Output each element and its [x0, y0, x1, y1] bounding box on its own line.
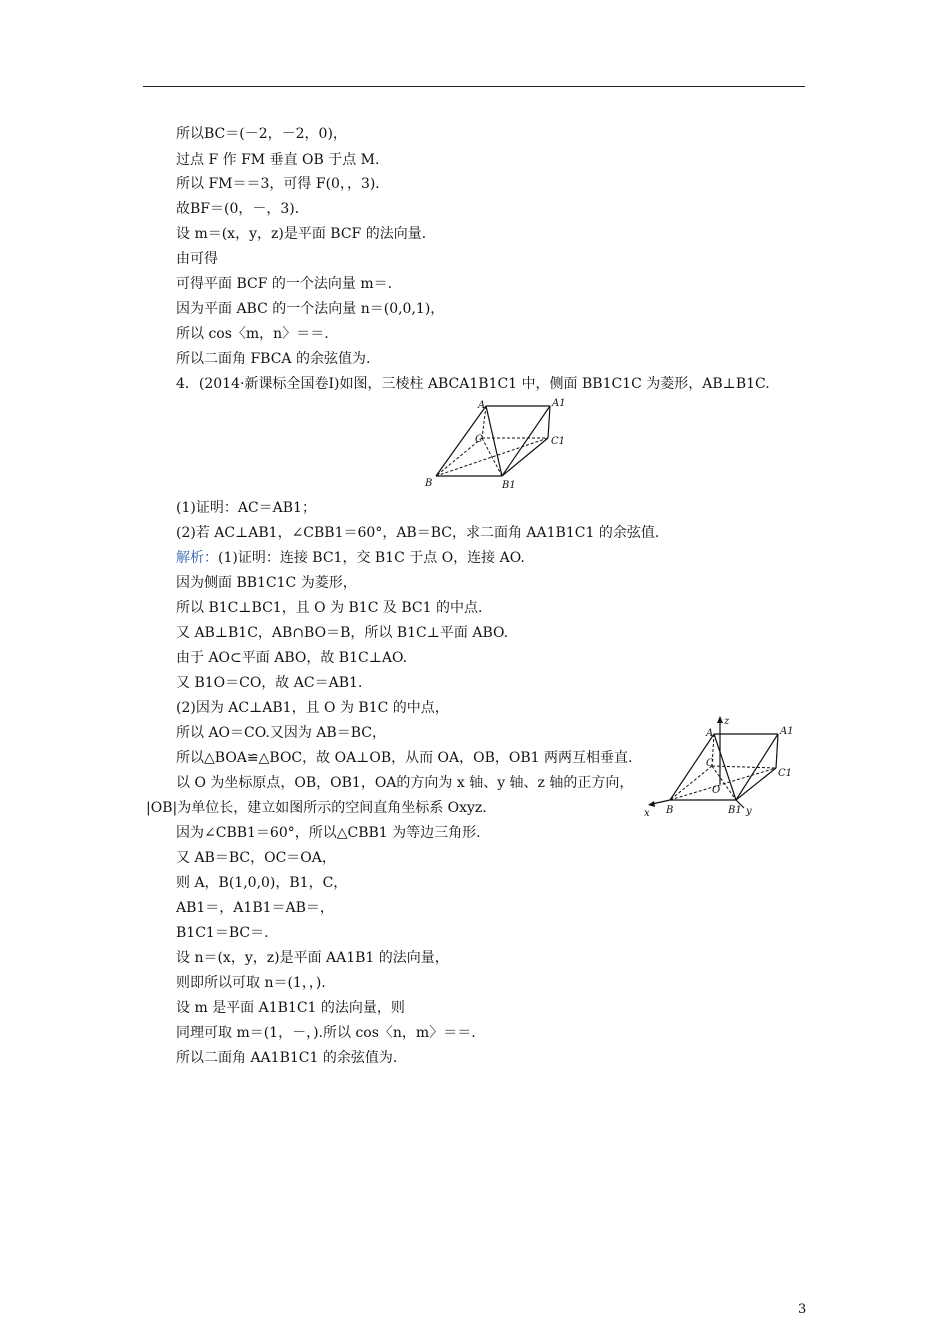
text-line — [176, 548, 525, 568]
text-line — [176, 598, 482, 618]
text-line-content: 由于 AO⊂平面 ABO，故 B1C⊥AO. — [176, 650, 408, 666]
text-line-content: 以 O 为坐标原点，OB，OB1，OA的方向为 x 轴、y 轴、z 轴的正方向， — [176, 775, 634, 791]
text-line-content: 所以二面角 AA1B1C1 的余弦值为. — [176, 1050, 398, 1066]
edge-c-b1 — [482, 438, 502, 476]
label-x: x — [644, 808, 650, 818]
text-line — [176, 124, 347, 144]
text-line — [176, 374, 770, 394]
text-line — [176, 773, 633, 793]
edge-c-c1 — [712, 766, 776, 768]
text-line — [176, 648, 407, 668]
text-line — [176, 1023, 476, 1043]
prism-figure-2 — [642, 714, 802, 818]
text-line-content: B1C1＝BC＝. — [176, 925, 269, 941]
edge-c-b — [670, 766, 712, 800]
text-line — [176, 349, 370, 369]
text-line-content: 又 AB＝BC，OC＝OA， — [176, 850, 336, 866]
label-a1: A1 — [780, 726, 794, 737]
text-line-content: (1)证明：连接 BC1，交 B1C 于点 O，连接 AO. — [218, 550, 525, 566]
label-a1: A1 — [552, 398, 566, 409]
text-line-content: (2)因为 AC⊥AB1，且 O 为 B1C 的中点， — [176, 700, 449, 716]
text-line-content: 所以△BOA≌△BOC，故 OA⊥OB，从而 OA，OB，OB1 两两互相垂直. — [176, 750, 633, 766]
text-line — [176, 174, 389, 194]
edge-b1-c1 — [502, 438, 548, 476]
label-b1: B1 — [728, 805, 742, 816]
text-line-content: 设 m＝(x，y，z)是平面 BCF 的法向量． — [176, 226, 436, 242]
edge-a1-c1 — [548, 406, 550, 438]
text-line — [176, 498, 316, 518]
label-c: C — [706, 758, 714, 769]
text-line — [176, 973, 326, 993]
text-line — [176, 848, 336, 868]
text-line-content: (1)证明：AC＝AB1； — [176, 500, 316, 516]
text-line — [176, 823, 481, 843]
text-line-content: 又 AB⊥B1C，AB∩BO＝B，所以 B1C⊥平面 ABO. — [176, 625, 509, 641]
axis-z-arrow — [717, 716, 723, 723]
text-line-content: 所以 cos〈m，n〉＝＝. — [176, 326, 329, 342]
text-line-content: 所以 FM＝＝3，可得 F(0，，3)． — [176, 176, 390, 192]
edge-b-c1 — [670, 768, 776, 800]
text-line — [176, 748, 632, 768]
edge-a1-b1 — [502, 406, 550, 476]
label-b: B — [666, 805, 674, 816]
text-line — [176, 623, 508, 643]
text-line — [176, 698, 449, 718]
text-line — [176, 523, 659, 543]
text-line — [176, 923, 269, 943]
edge-a-b1 — [486, 406, 502, 476]
label-a: A — [706, 728, 714, 739]
text-line — [176, 1048, 397, 1068]
text-line — [176, 324, 329, 344]
prism-figure-1 — [420, 398, 575, 490]
text-line-content: 又 B1O＝CO，故 AC＝AB1. — [176, 675, 363, 691]
text-line — [176, 573, 357, 593]
text-line — [146, 798, 487, 818]
label-b1: B1 — [502, 480, 516, 490]
text-line-content: AB1＝，A1B1＝AB＝， — [176, 900, 334, 916]
text-line — [176, 723, 386, 743]
edge-a1-c1 — [776, 734, 778, 768]
text-line — [176, 673, 362, 693]
text-line-content: 因为侧面 BB1C1C 为菱形， — [176, 575, 357, 591]
axis-x — [652, 800, 670, 804]
header-rule — [143, 86, 805, 87]
text-line-content: 4．(2014·新课标全国卷Ⅰ)如图，三棱柱 ABCA1B1C1 中，侧面 BB1C1C 为菱形，AB⊥B1C. — [176, 376, 770, 392]
text-line-content: (2)若 AC⊥AB1，∠CBB1＝60°，AB＝BC，求二面角 AA1B1C1 的余弦值. — [176, 525, 660, 541]
text-line-content: 过点 F 作 FM 垂直 OB 于点 M. — [176, 152, 380, 168]
text-line-content: 则即所以可取 n＝(1，，). — [176, 975, 326, 991]
text-line — [176, 898, 334, 918]
text-line — [176, 249, 218, 269]
text-line-content: 故BF＝(0，－，3)． — [176, 201, 309, 217]
axis-x-arrow — [648, 801, 655, 807]
text-line-content: 设 n＝(x，y，z)是平面 AA1B1 的法向量， — [176, 950, 449, 966]
label-y: y — [746, 806, 752, 817]
label-b: B — [425, 478, 433, 489]
text-line — [176, 299, 444, 319]
text-line-content: 同理可取 m＝(1，－，).所以 cos〈n，m〉＝＝. — [176, 1025, 476, 1041]
text-line-content: 则 A，B(1,0,0)，B1，C， — [176, 875, 348, 891]
label-c1: C1 — [551, 436, 566, 447]
text-line-content: 可得平面 BCF 的一个法向量 m＝. — [176, 276, 393, 292]
label-c: C — [475, 434, 483, 445]
page-number: 3 — [798, 1302, 807, 1317]
text-line — [176, 948, 449, 968]
text-line-content: 设 m 是平面 A1B1C1 的法向量，则 — [176, 1000, 405, 1016]
label-a: A — [478, 400, 486, 411]
label-z: z — [724, 716, 730, 727]
text-line-content: 所以二面角 FBCA 的余弦值为. — [176, 351, 371, 367]
text-line-content: 由可得 — [176, 251, 218, 267]
analysis-label: 解析： — [176, 550, 218, 566]
text-line-content: 因为平面 ABC 的一个法向量 n＝(0,0,1)， — [176, 301, 445, 317]
text-line — [176, 274, 392, 294]
edge-b1-c1 — [736, 768, 776, 800]
text-line-content: 所以BC＝(－2，－2，0)， — [176, 126, 347, 142]
text-line-content: 所以 B1C⊥BC1，且 O 为 B1C 及 BC1 的中点. — [176, 600, 483, 616]
label-c1: C1 — [778, 768, 793, 779]
text-line — [176, 150, 379, 170]
text-line-content: |OB|为单位长，建立如图所示的空间直角坐标系 Oxyz. — [146, 800, 487, 816]
text-line — [176, 199, 309, 219]
text-line — [176, 873, 347, 893]
text-line — [176, 998, 405, 1018]
text-line-content: 所以 AO＝CO.又因为 AB＝BC， — [176, 725, 386, 741]
text-line-content: 因为∠CBB1＝60°，所以△CBB1 为等边三角形. — [176, 825, 481, 841]
label-o: O — [712, 785, 721, 796]
text-line — [176, 224, 436, 244]
